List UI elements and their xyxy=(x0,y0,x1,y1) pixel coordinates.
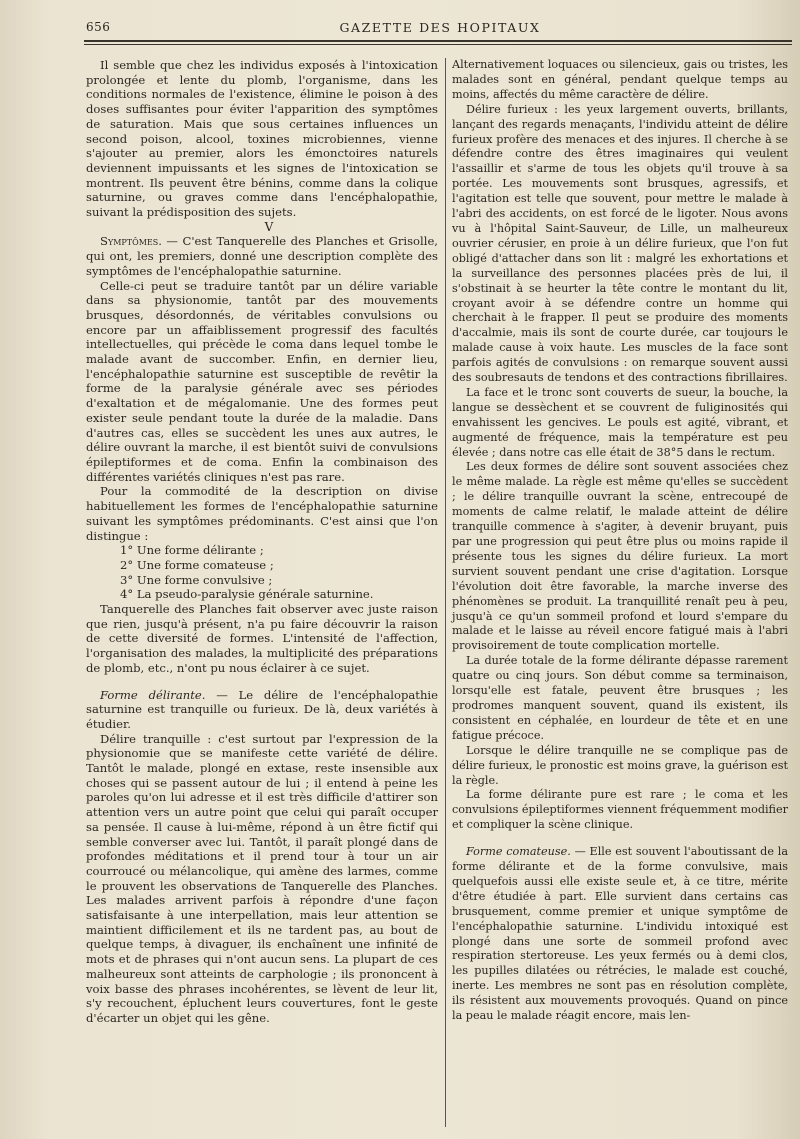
paragraph-face-tronc: La face et le tronc sont couverts de sueur, la bouche, la langue se dessèchent et se couvrent de fuliginosités qui envahissent les gencives. Le pouls est agité, vibrant, et augmenté de fréquence, mais la température est peu élevée ; dans notre cas elle était de 38°5 dans le rectum. xyxy=(452,385,788,459)
paragraph-forme-pure: La forme délirante pure est rare ; le coma et les convulsions épileptiformes viennent fréquemment modifier et compliquer la scène clinique. xyxy=(452,788,788,832)
paragraph-description: Celle-ci peut se traduire tantôt par un délire variable dans sa physionomie, tantôt par des mouvements brusques, désordonnés, de véritables convulsions ou encore par un affaiblissement progressif des facultés intellectuelles, qui précède le coma dans lequel tombe le malade avant de succomber. Enfin, en dernier lieu, l'encéphalopathie saturnine est susceptible de revêtir la forme de la paralysie générale avec ses périodes d'exaltation et de mégalomanie. Une des formes peut exister seule pendant toute la durée de la maladie. Dans d'autres cas, elles se succèdent les unes aux autres, le délire ouvrant la marche, il est bientôt suivi de convulsions épileptiformes et de coma. Enfin la combinaison des différentes variétés cliniques n'est pas rare. xyxy=(86,278,438,484)
paragraph-forme-delirante xyxy=(86,688,438,732)
forme-comateuse-text: — Elle est souvent l'aboutissant de la forme délirante et de la forme convulsive, mais quelquefois aussi elle existe seule et, à ce titre, mérite d'être étudiée à part. Elle survient dans certains cas brusquement, comme premier et unique symptôme de l'encéphalopathie saturnine. L'individu intoxiqué est plongé dans une sorte de sommeil profond avec respiration stertoreuse. Les yeux fermés ou à demi clos, les pupilles dilatées ou rétrécies, le malade est couché, inerte. Les membres ne sont pas en résolution complète, ils résistent aux mouvements provoqués. Quand on pince la peau le malade réagit encore, mais len- xyxy=(452,845,788,1023)
section-number: V xyxy=(264,219,274,234)
paragraph-duree: La durée totale de la forme délirante dépasse rarement quatre ou cinq jours. Son début comme sa terminaison, lorsqu'elle est fatale, peuvent être brusques ; les prodromes manquent souvent, quand ils existent, ils consistent en céphalée, en lourdeur de tête et en une fatigue précoce. xyxy=(452,654,788,742)
running-title: GAZETTE DES HOPITAUX xyxy=(339,20,541,35)
left-column xyxy=(86,58,438,1026)
forme-comateuse-heading: Forme comateuse. xyxy=(466,845,571,859)
list-item: 4° La pseudo-paralysie générale saturnine. xyxy=(120,587,374,602)
list-item: 2° Une forme comateuse ; xyxy=(120,557,274,572)
forms-list xyxy=(86,543,438,602)
paragraph-diversity: Tanquerelle des Planches fait observer avec juste raison que rien, jusqu'à présent, n'a pu faire découvrir la raison de cette diversité de formes. L'intensité de l'affection, l'organisation des malades, la multiplicité des préparations de plomb, etc., n'ont pu nous éclairer à ce sujet. xyxy=(86,602,438,675)
paragraph-alternativement: Alternativement loquaces ou silencieux, gais ou tristes, les malades sont en général, pendant quelque temps au moins, affectés du même caractère de délire. xyxy=(452,58,788,101)
paragraph-delire-tranquille: Délire tranquille : c'est surtout par l'expression de la physionomie que se manifeste cette variété de délire. Tantôt le malade, plongé en extase, reste insensible aux choses qui se passent autour de lui ; il entend à peine les paroles qu'on lui adresse et il est très difficile d'attirer son attention vers un autre point que celui qui paraît occuper sa pensée. Il cause à lui-même, répond à un être fictif qui semble converser avec lui. Tantôt, il paraît plongé dans de profondes méditations et il prend tour à tour un air courroucé ou mélancolique, qui amène des larmes, comme le prouvent les observations de Tanquerelle des Planches. Les malades arrivent parfois à répondre d'une façon satisfaisante à une interpellation, mais leur attention se maintient difficilement et ils ne tardent pas, au bout de quelque temps, à divaguer, ils enchaînent une infinité de mots et de phrases qui n'ont aucun sens. La plupart de ces malheureux sont atteints de carphologie ; ils prononcent à voix basse des phrases incohérentes, se lèvent de leur lit, s'y recouchent, épluchent leurs couvertures, font le geste d'écarter un objet qui les gêne. xyxy=(86,731,438,1025)
symptoms-heading: Symptômes. xyxy=(100,234,162,249)
forme-delirante-text: — Le délire de l'encéphalopathie saturnine est tranquille ou furieux. De là, deux variétés à étudier. xyxy=(86,687,438,731)
paragraph-deux-formes: Les deux formes de délire sont souvent associées chez le même malade. La règle est même qu'elles se succèdent ; le délire tranquille ouvrant la scène, entrecoupé de moments de calme relatif, le malade atteint de délire tranquille commence à s'agiter, à devenir bruyant, puis par une progression qui peut être plus ou moins rapide il présente tous les signes du délire furieux. La mort survient souvent pendant une crise d'agitation. Lorsque l'évolution doit être favorable, la marche inverse des phénomènes se produit. La tranquillité renaît peu à peu, jusqu'à ce qu'un sommeil profond et lourd s'empare du malade et le laisse au réveil encore fatigué mais à l'abri provisoirement de toute complication mortelle. xyxy=(452,460,788,653)
list-item: 1° Une forme délirante ; xyxy=(120,543,264,558)
paragraph-intoxication: Il semble que chez les individus exposés à l'intoxication prolongée et lente du plomb, l'organisme, dans les conditions normales de l'existence, élimine le poison à des doses suffisantes pour éviter l'apparition des symptômes de saturation. Mais que sous certaines influences un second poison, alcool, toxines microbiennes, vienne s'ajouter au premier, alors les émonctoires naturels deviennent impuissants et les signes de l'intoxication se montrent. Ils peuvent être bénins, comme dans la colique saturnine, ou graves comme dans l'encéphalopathie, suivant la prédisposition des sujets. xyxy=(86,58,438,220)
header-rule xyxy=(84,40,792,42)
header-rule-thin xyxy=(84,44,792,45)
symptoms-text: — C'est Tanquerelle des Planches et Grisolle, qui ont, les premiers, donné une description complète des symptômes de l'encéphalopathie saturnine. xyxy=(86,234,438,278)
forme-delirante-heading: Forme délirante. xyxy=(100,687,206,702)
right-column xyxy=(452,58,788,1024)
paragraph-symptomes xyxy=(86,234,438,278)
paragraph-forme-comateuse xyxy=(452,845,788,1024)
paragraph-classification: Pour la commodité de la description on divise habituellement les formes de l'encéphalopathie saturnine suivant les symptômes prédominants. C'est ainsi que l'on distingue : xyxy=(86,484,438,543)
list-item: 3° Une forme convulsive ; xyxy=(120,572,273,587)
page-number: 656 xyxy=(86,20,111,34)
paragraph-pronostic: Lorsque le délire tranquille ne se complique pas de délire furieux, le pronostic est moins grave, la guérison est la règle. xyxy=(452,743,788,787)
column-divider xyxy=(445,58,446,1127)
paragraph-delire-furieux: Délire furieux : les yeux largement ouverts, brillants, lançant des regards menaçants, l'individu atteint de délire furieux profère des menaces et des injures. Il cherche à se défendre contre des êtres imaginaires qui veulent l'assaillir et s'arme de tous les objets qu'il trouve à sa portée. Les mouvements sont brusques, agressifs, et l'agitation est telle que souvent, pour mettre le malade à l'abri des accidents, on est forcé de le ligoter. Nous avons vu à l'hôpital Saint-Sauveur, de Lille, un malheureux ouvrier cérusier, en proie à un délire furieux, que l'on fut obligé d'attacher dans son lit : malgré les exhortations et la surveillance des personnes placées près de lui, il s'obstinait à se heurter la tête contre le montant du lit, croyant avoir à se défendre contre un homme qui cherchait à le frapper. Il peut se produire des moments d'accalmie, mais ils sont de courte durée, car toujours le malade cause à voix haute. Les muscles de la face sont parfois agités de convulsions : on remarque souvent aussi des soubresauts de tendons et des contractions fibrillaires. xyxy=(452,102,788,385)
